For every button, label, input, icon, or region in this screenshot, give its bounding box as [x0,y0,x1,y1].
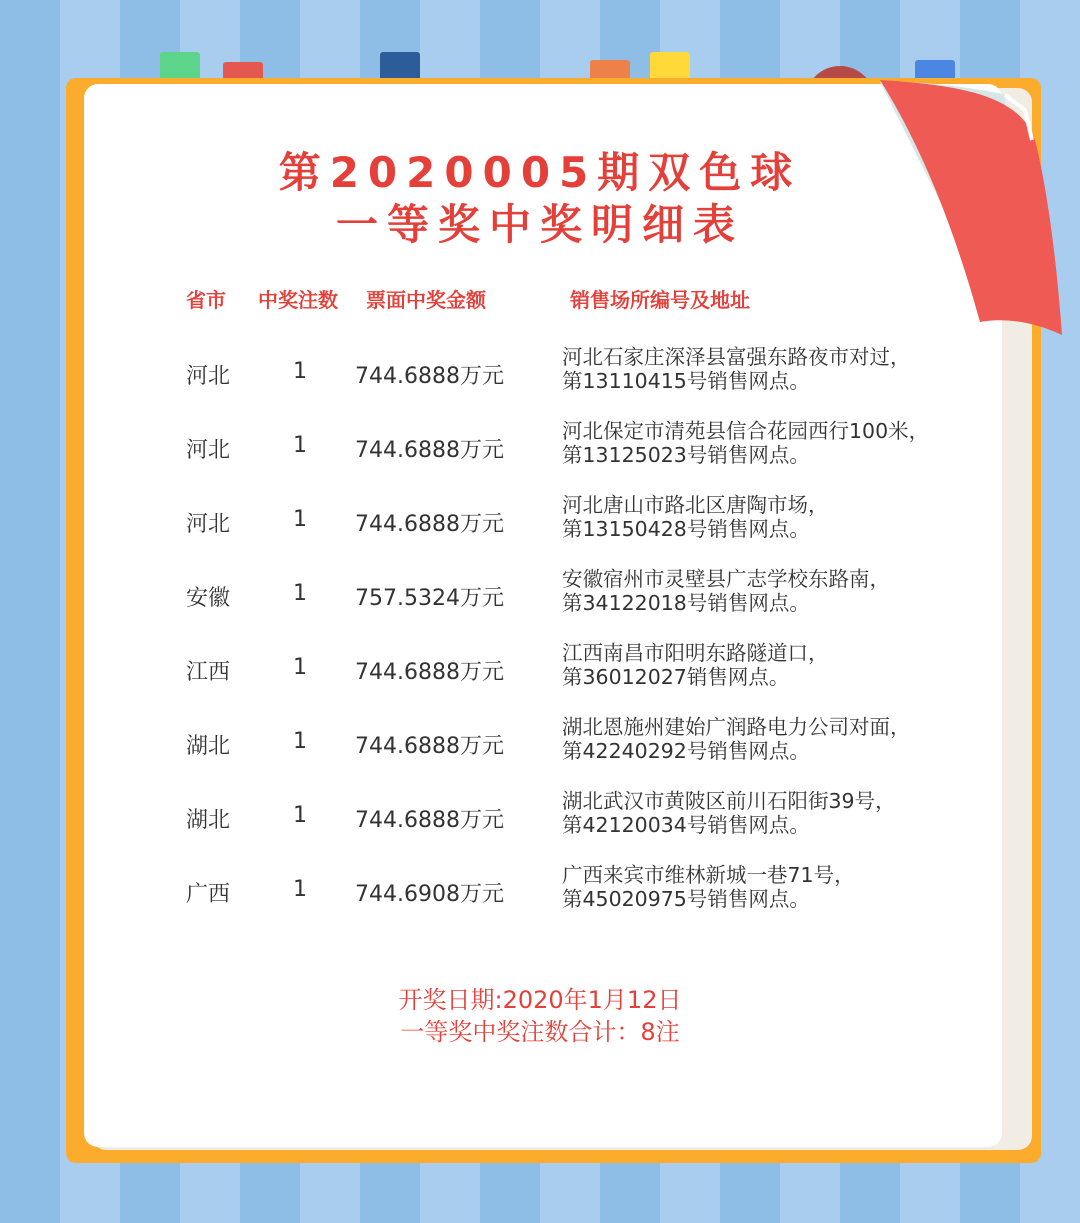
table-row [0,863,1080,937]
cell-amount: 744.6888万元 [355,660,504,685]
cell-address [562,789,896,837]
draw-date: 开奖日期:2020年1月12日 [398,986,682,1014]
table-row [0,641,1080,715]
cell-province: 江西 [186,660,231,685]
address-line2: 第45020975号销售网点。 [562,887,810,911]
header-province: 省市 [186,288,226,312]
cell-address [562,863,855,911]
cell-province: 广西 [186,882,231,907]
cell-count: 1 [293,433,307,458]
cell-address [562,715,911,763]
cell-province: 湖北 [186,808,231,833]
table-row [0,493,1080,567]
address-line1: 湖北武汉市黄陂区前川石阳街39号， [562,789,896,813]
cell-address [562,419,929,467]
cell-count: 1 [293,655,307,680]
address-line1: 安徽宿州市灵壁县广志学校东路南， [562,567,890,591]
address-line1: 广西来宾市维林新城一巷71号， [562,863,855,887]
winner-total: 一等奖中奖注数合计：8注 [400,1018,680,1046]
cell-amount: 744.6888万元 [355,734,504,759]
page-title-line2: 一等奖中奖明细表 [335,200,744,249]
cell-amount: 744.6888万元 [355,364,504,389]
cell-amount: 744.6888万元 [355,438,504,463]
table-row [0,345,1080,419]
table-row [0,715,1080,789]
cell-address [562,493,829,541]
address-line1: 江西南昌市阳明东路隧道口， [562,641,829,665]
header-amount: 票面中奖金额 [366,288,486,312]
cell-amount: 744.6888万元 [355,808,504,833]
cell-province: 湖北 [186,734,231,759]
address-line1: 河北保定市清苑县信合花园西行100米， [562,419,930,443]
cell-count: 1 [293,359,307,384]
address-line1: 湖北恩施州建始广润路电力公司对面， [562,715,911,739]
cell-province: 河北 [186,364,231,389]
address-line2: 第34122018号销售网点。 [562,591,810,615]
cell-count: 1 [293,507,307,532]
address-line2: 第42240292号销售网点。 [562,739,810,763]
cell-address [562,345,911,393]
cell-address [562,641,829,689]
cell-count: 1 [293,581,307,606]
address-line1: 河北唐山市路北区唐陶市场， [562,493,829,517]
cell-province: 安徽 [186,586,231,611]
cell-province: 河北 [186,438,231,463]
cell-province: 河北 [186,512,231,537]
header-address: 销售场所编号及地址 [570,288,750,312]
cell-count: 1 [293,803,307,828]
page-title-line1: 第2020005期双色球 [278,148,802,197]
table-row [0,789,1080,863]
cell-amount: 744.6908万元 [355,882,504,907]
address-line2: 第13150428号销售网点。 [562,517,810,541]
header-count: 中奖注数 [258,288,338,312]
cell-count: 1 [293,729,307,754]
table-row [0,567,1080,641]
address-line1: 河北石家庄深泽县富强东路夜市对过， [562,345,911,369]
address-line2: 第13110415号销售网点。 [562,369,810,393]
cell-address [562,567,890,615]
cell-count: 1 [293,877,307,902]
address-line2: 第13125023号销售网点。 [562,443,810,467]
address-line2: 第42120034号销售网点。 [562,813,810,837]
address-line2: 第36012027销售网点。 [562,665,790,689]
cell-amount: 744.6888万元 [355,512,504,537]
cell-amount: 757.5324万元 [355,586,504,611]
table-row [0,419,1080,493]
